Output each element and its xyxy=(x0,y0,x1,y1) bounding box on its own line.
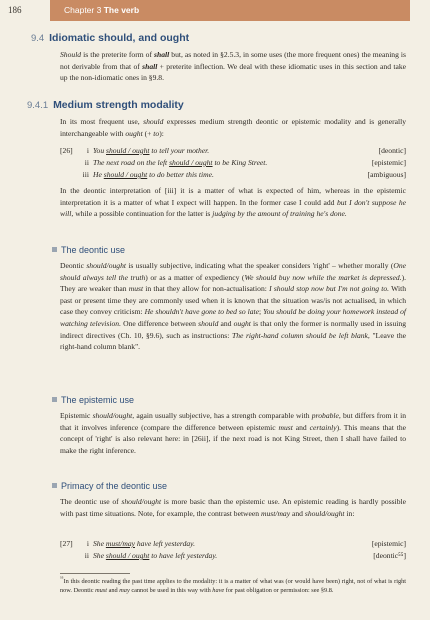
text-run: have xyxy=(212,586,225,594)
text-run: should xyxy=(198,318,219,328)
example-tag: [ambiguous] xyxy=(367,170,406,179)
text-run: Deontic xyxy=(60,261,87,270)
text-run: The deontic use of xyxy=(60,497,122,506)
text-run: should/ought xyxy=(92,411,133,420)
text-run: One should always tell the truth xyxy=(60,261,407,282)
text-run: is the preterite form of xyxy=(81,50,155,59)
text-run: In this deontic reading the past time applies to the modality: it is a matter of what was (or would have been) right, not of what is right now. Deontic xyxy=(60,578,406,594)
section-heading-9-4 xyxy=(31,32,189,44)
text-run: , while a possible continuation for the latter is xyxy=(71,209,213,219)
text-run: and xyxy=(218,318,234,328)
paragraph-medium-strength xyxy=(60,116,406,139)
example-row xyxy=(60,169,406,180)
text-run: In its most frequent use, xyxy=(60,117,144,126)
example-roman: ii xyxy=(84,158,89,167)
text-run: , but differs from it in that it involves inference (compare the difference between epistemic xyxy=(60,411,406,432)
text-run: ⁵⁵ xyxy=(60,577,64,582)
text-run: and xyxy=(292,422,310,432)
text-run: shall xyxy=(142,61,158,71)
example-label: [27] xyxy=(60,539,73,548)
text-run: to xyxy=(153,128,160,138)
text-run: should xyxy=(143,117,164,126)
example-sentence: She must/may have left yesterday. xyxy=(93,539,196,548)
text-run: (+ xyxy=(142,128,154,138)
text-run: in that they allow for non-actualisation: xyxy=(143,284,270,294)
section-number: 9.4.1 xyxy=(27,100,49,111)
text-run: , again usually subjective, has a strength comparable with xyxy=(132,411,312,420)
text-run: should/ought xyxy=(86,261,127,270)
section-heading-9-4-1 xyxy=(27,99,184,111)
text-run: You should be doing your homework instead of watching television. xyxy=(60,307,407,328)
text-run: should/ought xyxy=(304,508,345,518)
example-tag: [epistemic] xyxy=(371,539,406,548)
paragraph-primacy xyxy=(60,496,406,519)
page-number: 186 xyxy=(8,5,22,15)
subheading-deontic-use: The deontic use xyxy=(52,245,125,255)
text-run: in: xyxy=(344,508,355,518)
running-header xyxy=(0,0,430,22)
text-run: I should stop now but I'm not going to. xyxy=(269,284,390,294)
text-run: is more basic than the epistemic use. An epistemic reading is hardly possible with past time situations. Note, for example, the contrast between xyxy=(60,497,406,518)
footnote-divider xyxy=(60,573,130,574)
paragraph-interpretations xyxy=(60,185,406,220)
text-run: Epistemic xyxy=(60,411,93,420)
square-bullet-icon xyxy=(52,247,57,252)
subheading-epistemic-use: The epistemic use xyxy=(52,395,134,405)
chapter-prefix: Chapter 3 xyxy=(64,5,102,15)
example-row xyxy=(60,157,406,168)
text-run: judging by the amount of training he's done. xyxy=(212,209,347,219)
text-run: and xyxy=(290,508,305,518)
paragraph-idiomatic-intro xyxy=(60,49,406,84)
text-run: He shouldn't have gone to bed so late xyxy=(144,307,260,317)
text-run: ought xyxy=(233,318,251,328)
text-run: cannot be used in this way with xyxy=(129,586,213,594)
text-run: With past or present time they are commonly used when it is known that the situation was/is not actualised, in which case they convey criticism: xyxy=(60,284,406,317)
example-tag: [deontic⁵⁵] xyxy=(373,551,406,560)
text-run: ought xyxy=(125,128,143,138)
text-run: shall xyxy=(154,50,170,59)
subheading-primacy: Primacy of the deontic use xyxy=(52,481,167,491)
example-row xyxy=(60,538,406,549)
example-sentence: The next road on the left should / ought to be King Street. xyxy=(93,158,268,167)
example-roman: i xyxy=(86,539,89,548)
text-run: must xyxy=(95,586,107,594)
text-run: but, as noted in §2.5.3, in some uses (the more frequent ones) the meaning is not derivable from that of xyxy=(60,50,406,71)
paragraph-deontic-use xyxy=(60,260,406,353)
text-run: ) or as a matter of expediency ( xyxy=(145,272,245,282)
text-run: and xyxy=(107,586,120,594)
text-run: ): xyxy=(159,128,164,138)
paragraph-epistemic-use xyxy=(60,410,406,456)
text-run: for past obligation or permission: see §9.8. xyxy=(224,586,334,594)
text-run: The right-hand column should be left blank, xyxy=(231,330,370,340)
text-run: may xyxy=(119,586,130,594)
example-sentence: He should / ought to do better this time. xyxy=(93,170,214,179)
example-tag: [deontic] xyxy=(378,146,406,155)
example-sentence: She should / ought to have left yesterday. xyxy=(93,551,218,560)
section-title: Medium strength modality xyxy=(53,99,184,111)
text-run: In the deontic interpretation of [iii] it is a matter of what is expected of him, whereas in the epistemic interpretation it is a matter of what I expect will happen. In the former case I could add xyxy=(60,186,406,207)
text-run: certainly xyxy=(309,422,337,432)
text-run: expresses medium strength deontic or epistemic modality and is generally interchangeable with xyxy=(60,117,406,138)
example-roman: ii xyxy=(84,551,89,560)
text-run: ). This means that the concept of 'right' is also relevant here: in [26ii], if the next road is not King Street, then I shall have failed to make the right inference. xyxy=(60,422,406,455)
example-roman: iii xyxy=(82,170,89,179)
text-run: must xyxy=(128,284,144,294)
example-sentence: You should / ought to tell your mother. xyxy=(93,146,210,155)
chapter-banner xyxy=(50,0,410,21)
section-number: 9.4 xyxy=(31,33,45,44)
text-run: must xyxy=(278,422,293,432)
text-run: One difference between xyxy=(120,318,199,328)
text-run: "Leave the right-hand column blank". xyxy=(60,330,406,352)
text-run: should/ought xyxy=(121,497,162,506)
chapter-title: The verb xyxy=(103,5,140,15)
text-run: is that only the former is normally used in issuing indirect directives (Ch. 10, §9.6), such as instructions: xyxy=(60,318,406,340)
text-run: but I don't suppose he will xyxy=(60,197,406,219)
example-label: [26] xyxy=(60,146,73,155)
example-roman: i xyxy=(86,146,89,155)
example-tag: [epistemic] xyxy=(371,158,406,167)
example-row xyxy=(60,550,406,561)
text-run: probable xyxy=(311,411,339,420)
footnote-55 xyxy=(60,576,406,595)
text-run: Should xyxy=(60,50,82,59)
section-title: Idiomatic should, and ought xyxy=(49,32,190,44)
text-run: must/may xyxy=(260,508,291,518)
square-bullet-icon xyxy=(52,483,57,488)
text-run: + preterite inflection. We deal with these idiomatic uses in this section and take up the non-idiomatic ones in §9.8. xyxy=(60,61,406,83)
square-bullet-icon xyxy=(52,397,57,402)
text-run: ). They are weaker than xyxy=(60,272,406,294)
text-run: ; xyxy=(259,307,264,317)
example-row xyxy=(60,145,406,156)
text-run: We should buy now while the market is depressed. xyxy=(244,272,402,282)
text-run: is usually subjective, indicating what the speaker considers 'right' – whether morally ( xyxy=(126,261,394,270)
